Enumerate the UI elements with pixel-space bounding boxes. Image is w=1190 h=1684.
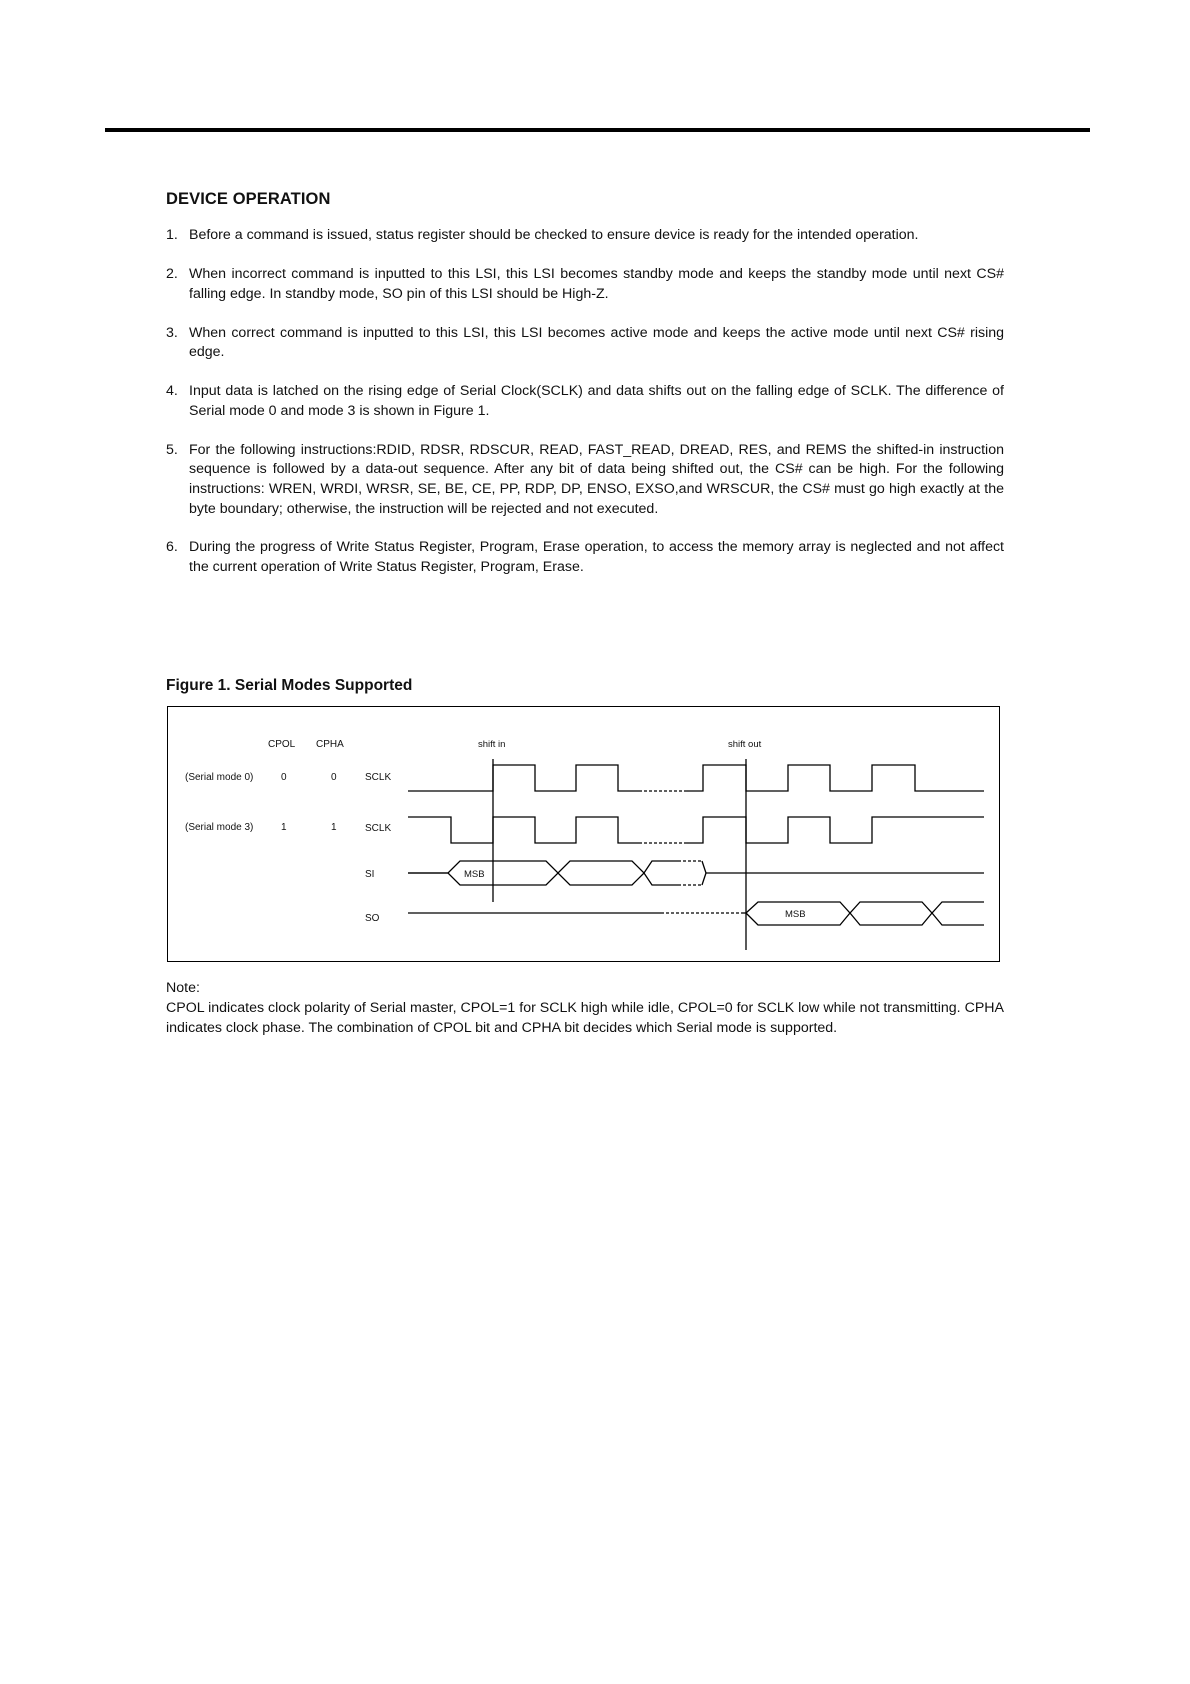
mode0-cpol-value: 0 — [281, 772, 287, 783]
sclk-mode0-label: SCLK — [365, 772, 392, 783]
sclk-mode3-waveform — [408, 817, 642, 843]
header-rule — [105, 128, 1090, 132]
sclk-mode0-waveform — [408, 765, 642, 791]
list-item-text: During the progress of Write Status Register, Program, Erase operation, to access the memory array is neglected and not affect the current operation of Write Status Register, Program, Erase. — [189, 539, 1004, 576]
list-item-number: 4. — [166, 383, 178, 400]
si-msb-label: MSB — [464, 869, 485, 880]
list-item-text: Input data is latched on the rising edge of Serial Clock(SCLK) and data shifts out on the falling edge of SCLK. The difference of Serial mode 0 and mode 3 is shown in Figure 1. — [189, 383, 1004, 419]
list-item-number: 3. — [166, 324, 178, 341]
list-item-number: 1. — [166, 227, 178, 243]
note-heading: Note: — [166, 980, 200, 996]
list-item — [166, 382, 1004, 421]
cpol-column-header: CPOL — [268, 739, 296, 750]
so-msb-label: MSB — [785, 909, 806, 920]
so-label: SO — [365, 913, 380, 924]
list-item-text: Before a command is issued, status register should be checked to ensure device is ready for the intended operation. — [189, 227, 919, 243]
so-waveform — [408, 902, 984, 925]
shift-out-label: shift out — [728, 739, 762, 750]
list-item — [166, 265, 1004, 304]
note-text: CPOL indicates clock polarity of Serial master, CPOL=1 for SCLK high while idle, CPOL=0 for SCLK low while not transmitting. CPHA indicates clock phase. The combination of CPOL bit and CPHA bit decides which Serial mode is supported. — [166, 1000, 1004, 1036]
mode3-label: (Serial mode 3) — [185, 822, 254, 833]
cpha-column-header: CPHA — [316, 739, 344, 750]
list-item-number: 2. — [166, 265, 178, 282]
mode0-cpha-value: 0 — [331, 772, 337, 783]
sclk-mode0-waveform-tail — [684, 765, 984, 791]
list-item-text: For the following instructions:RDID, RDSR, RDSCUR, READ, FAST_READ, DREAD, RES, and REMS the shifted-in instruction sequence is followed by a data-out sequence. After any bit of data being shifted out, the CS# can be high. For the following instructions: WREN, WRDI, WRSR, SE, BE, CE, PP, RDP, DP, ENSO, EXSO,and WRSCUR, the CS# must go high exactly at the byte boundary; otherwise, the instruction will be rejected and not executed. — [189, 441, 1004, 517]
list-item — [166, 324, 1004, 363]
timing-diagram — [167, 706, 1000, 962]
mode3-cpha-value: 1 — [331, 822, 337, 833]
list-item-text: When correct command is inputted to this LSI, this LSI becomes active mode and keeps the active mode until next CS# rising edge. — [189, 324, 1004, 361]
sclk-mode3-label: SCLK — [365, 823, 392, 834]
list-item-text: When incorrect command is inputted to this LSI, this LSI becomes standby mode and keeps the standby mode until next CS# falling edge. In standby mode, SO pin of this LSI should be High-Z. — [189, 265, 1004, 302]
device-operation-list — [166, 226, 1004, 597]
section-title: DEVICE OPERATION — [166, 190, 331, 208]
sclk-mode3-waveform-tail — [684, 817, 984, 843]
list-item — [166, 226, 1004, 246]
list-item-number: 5. — [166, 441, 178, 458]
mode0-label: (Serial mode 0) — [185, 772, 254, 783]
list-item — [166, 441, 1004, 519]
timing-diagram-svg — [168, 707, 1000, 962]
figure-caption: Figure 1. Serial Modes Supported — [166, 677, 413, 694]
list-item-number: 6. — [166, 539, 178, 556]
si-label: SI — [365, 869, 375, 880]
mode3-cpol-value: 1 — [281, 822, 287, 833]
shift-in-label: shift in — [478, 739, 506, 750]
list-item — [166, 538, 1004, 577]
si-waveform — [408, 861, 984, 885]
